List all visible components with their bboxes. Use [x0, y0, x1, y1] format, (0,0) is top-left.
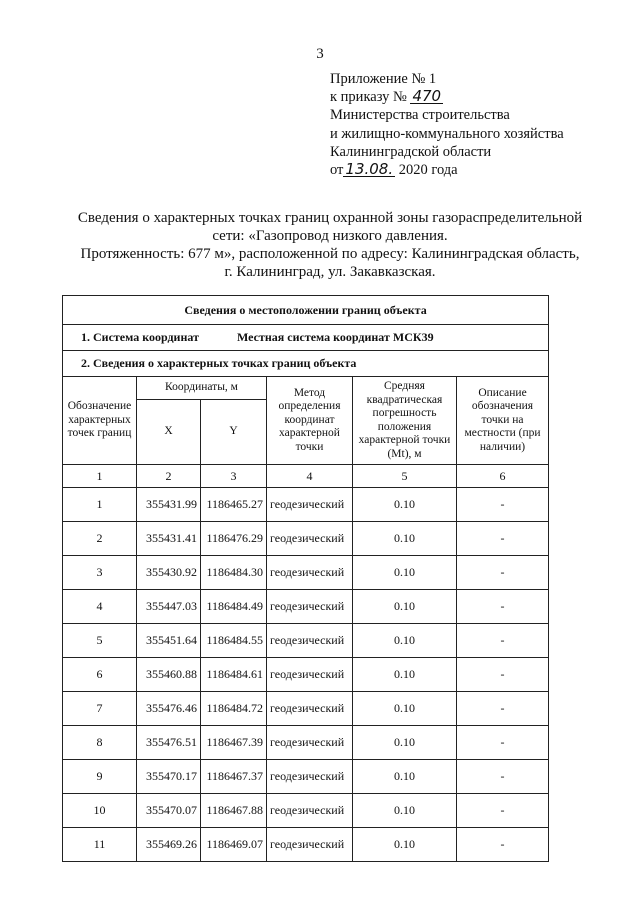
y-coordinate-cell: 1186484.30: [201, 556, 267, 590]
ministry-line-2: и жилищно-коммунального хозяйства: [330, 125, 564, 142]
heading-line-2: сети: «Газопровод низкого давления.: [212, 228, 448, 244]
description-cell: -: [457, 488, 549, 522]
description-cell: -: [457, 624, 549, 658]
table-row: [63, 658, 549, 692]
column-number: 1: [63, 465, 137, 488]
table-row: [63, 760, 549, 794]
error-cell: 0.10: [353, 522, 457, 556]
x-coordinate-cell: 355469.26: [137, 828, 201, 862]
y-coordinate-cell: 1186467.37: [201, 760, 267, 794]
header-designation: Обозначение характерных точек границ: [63, 377, 137, 465]
point-number-cell: 9: [63, 760, 137, 794]
date-prefix: от: [330, 162, 344, 179]
column-number: 2: [137, 465, 201, 488]
table-row: [63, 692, 549, 726]
header-method: Метод определения координат характерной точки: [267, 377, 353, 465]
description-cell: -: [457, 590, 549, 624]
point-number-cell: 11: [63, 828, 137, 862]
error-cell: 0.10: [353, 488, 457, 522]
table-row: [63, 624, 549, 658]
points-section-label: 2. Сведения о характерных точках границ объекта: [63, 351, 549, 377]
coordinate-system-value: Местная система координат МСК39: [236, 330, 434, 344]
column-number: 4: [267, 465, 353, 488]
x-coordinate-cell: 355476.51: [137, 726, 201, 760]
table-row: [63, 590, 549, 624]
x-coordinate-cell: 355431.99: [137, 488, 201, 522]
y-coordinate-cell: 1186484.61: [201, 658, 267, 692]
description-cell: -: [457, 726, 549, 760]
method-cell: геодезический: [267, 760, 353, 794]
error-cell: 0.10: [353, 726, 457, 760]
error-cell: 0.10: [353, 692, 457, 726]
column-number: 5: [353, 465, 457, 488]
column-numbers-row: [63, 465, 549, 488]
description-cell: -: [457, 658, 549, 692]
appendix-block: [330, 70, 564, 179]
order-prefix: к приказу №: [330, 89, 407, 106]
x-coordinate-cell: 355431.41: [137, 522, 201, 556]
date-handwritten: 13.08.: [345, 160, 394, 179]
description-cell: -: [457, 556, 549, 590]
error-cell: 0.10: [353, 828, 457, 862]
x-coordinate-cell: 355460.88: [137, 658, 201, 692]
description-cell: -: [457, 794, 549, 828]
table-row: [63, 726, 549, 760]
table-row: [63, 522, 549, 556]
description-cell: -: [457, 760, 549, 794]
heading-line-1: Сведения о характерных точках границ охранной зоны газораспределительной: [77, 210, 583, 226]
point-number-cell: 1: [63, 488, 137, 522]
description-cell: -: [457, 692, 549, 726]
coordinate-system-label: 1. Система координат: [81, 330, 199, 344]
point-number-cell: 10: [63, 794, 137, 828]
x-coordinate-cell: 355470.07: [137, 794, 201, 828]
column-number: 3: [201, 465, 267, 488]
y-coordinate-cell: 1186484.55: [201, 624, 267, 658]
x-coordinate-cell: 355476.46: [137, 692, 201, 726]
ministry-line-1: Министерства строительства: [330, 107, 510, 124]
method-cell: геодезический: [267, 658, 353, 692]
page-number: 3: [316, 46, 324, 62]
table-row: [63, 556, 549, 590]
method-cell: геодезический: [267, 488, 353, 522]
point-number-cell: 2: [63, 522, 137, 556]
method-cell: геодезический: [267, 624, 353, 658]
y-coordinate-cell: 1186469.07: [201, 828, 267, 862]
error-cell: 0.10: [353, 794, 457, 828]
error-cell: 0.10: [353, 658, 457, 692]
date-suffix: 2020 года: [398, 162, 458, 179]
x-coordinate-cell: 355447.03: [137, 590, 201, 624]
point-number-cell: 4: [63, 590, 137, 624]
method-cell: геодезический: [267, 692, 353, 726]
point-number-cell: 7: [63, 692, 137, 726]
error-cell: 0.10: [353, 556, 457, 590]
appendix-title: Приложение № 1: [330, 71, 437, 87]
header-description: Описание обозначения точки на местности (при наличии): [457, 377, 549, 465]
y-coordinate-cell: 1186467.39: [201, 726, 267, 760]
x-coordinate-cell: 355430.92: [137, 556, 201, 590]
method-cell: геодезический: [267, 828, 353, 862]
order-number-handwritten: 470: [412, 87, 442, 106]
document-heading: [40, 209, 620, 281]
table-row: [63, 828, 549, 862]
method-cell: геодезический: [267, 522, 353, 556]
error-cell: 0.10: [353, 624, 457, 658]
description-cell: -: [457, 522, 549, 556]
error-cell: 0.10: [353, 590, 457, 624]
point-number-cell: 3: [63, 556, 137, 590]
y-coordinate-cell: 1186484.49: [201, 590, 267, 624]
column-number: 6: [457, 465, 549, 488]
header-error: Средняя квадратическая погрешность положения характерной точки (Mt), м: [353, 377, 457, 465]
date-line: [330, 161, 564, 179]
heading-line-3: Протяженность: 677 м», расположенной по адресу: Калининградская область,: [80, 246, 580, 262]
section-title: Сведения о местоположении границ объекта: [63, 296, 549, 325]
description-cell: -: [457, 828, 549, 862]
coordinate-system-row: [63, 325, 549, 351]
point-number-cell: 6: [63, 658, 137, 692]
header-x: X: [137, 400, 201, 465]
y-coordinate-cell: 1186467.88: [201, 794, 267, 828]
region-line: Калининградской области: [330, 143, 492, 160]
table-header-row: [63, 377, 549, 400]
table-row: [63, 488, 549, 522]
table-row: [63, 794, 549, 828]
x-coordinate-cell: 355451.64: [137, 624, 201, 658]
method-cell: геодезический: [267, 726, 353, 760]
order-line: [330, 88, 564, 106]
method-cell: геодезический: [267, 794, 353, 828]
header-y: Y: [201, 400, 267, 465]
x-coordinate-cell: 355470.17: [137, 760, 201, 794]
heading-line-4: г. Калининград, ул. Закавказская.: [224, 264, 436, 280]
coordinates-table: [62, 295, 549, 862]
point-number-cell: 8: [63, 726, 137, 760]
method-cell: геодезический: [267, 556, 353, 590]
y-coordinate-cell: 1186476.29: [201, 522, 267, 556]
y-coordinate-cell: 1186484.72: [201, 692, 267, 726]
method-cell: геодезический: [267, 590, 353, 624]
header-coordinates: Координаты, м: [137, 377, 267, 400]
y-coordinate-cell: 1186465.27: [201, 488, 267, 522]
error-cell: 0.10: [353, 760, 457, 794]
point-number-cell: 5: [63, 624, 137, 658]
